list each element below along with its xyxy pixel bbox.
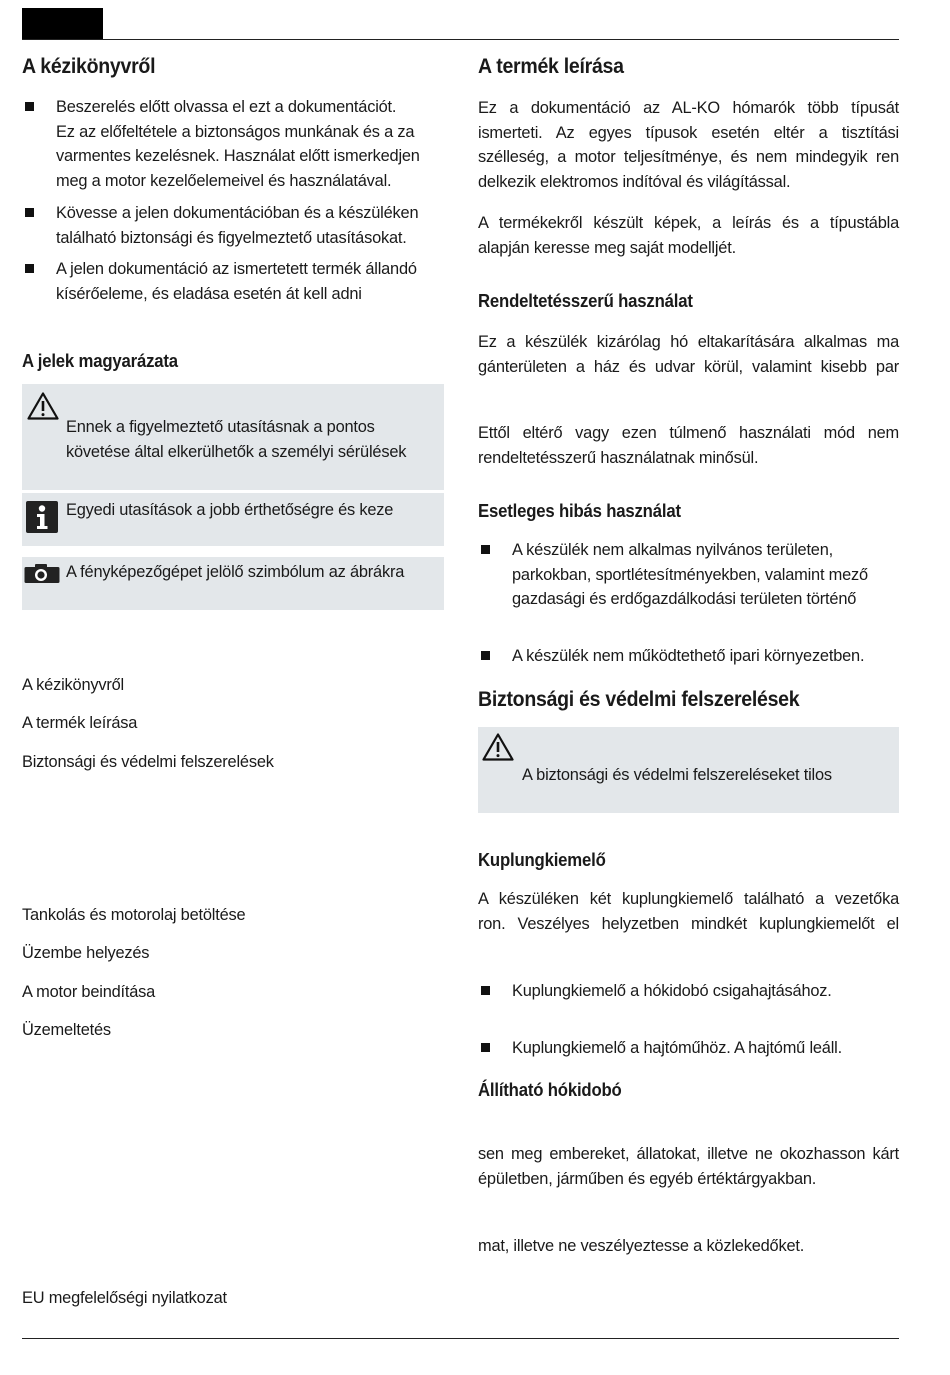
square-bullet-icon [25, 102, 34, 111]
list-item-line: Ez az előfeltétele a biztonságos munkának és a za [56, 122, 415, 141]
paragraph-line: sen meg embereket, állatokat, illetve ne okozhasson kárt [478, 1145, 899, 1163]
paragraph-line: alapján keresse meg saját modelljét. [478, 238, 736, 257]
list-item [512, 538, 868, 612]
square-bullet-icon [481, 1043, 490, 1052]
toc-item-commissioning[interactable]: Üzembe helyezés [22, 944, 150, 962]
toc-item-product[interactable]: A termék leírása [22, 714, 138, 732]
warning-triangle-icon [27, 392, 59, 420]
toc-item-safety[interactable]: Biztonsági és védelmi felszerelések [22, 753, 274, 771]
paragraph-line: mat, illetve ne veszélyeztesse a közlekedőket. [478, 1237, 805, 1255]
heading-misuse: Esetleges hibás használat [478, 501, 681, 521]
list-item [56, 95, 420, 193]
list-item-line: meg a motor kezelőelemeivel és használatával. [56, 171, 392, 190]
heading-product: A termék leírása [478, 55, 624, 78]
list-item-line: Kövesse a jelen dokumentációban és a készüléken [56, 204, 419, 222]
heading-symbols: A jelek magyarázata [22, 351, 178, 371]
camera-text-line: A fényképezőgépet jelölő szimbólum az ábrákra [66, 563, 405, 581]
camera-icon [24, 563, 60, 583]
list-item [56, 201, 418, 250]
paragraph-line: A készüléken két kuplungkiemelő található a vezetőka [478, 890, 899, 908]
square-bullet-icon [25, 264, 34, 273]
square-bullet-icon [481, 651, 490, 660]
paragraph-line: Ez a készülék kizárólag hó eltakarítására alkalmas ma [478, 333, 899, 351]
product-paragraph-1 [478, 96, 899, 194]
top-rule [22, 39, 899, 40]
toc-item-manual[interactable]: A kézikönyvről [22, 676, 124, 694]
list-item-line: Beszerelés előtt olvassa el ezt a dokumentációt. [56, 98, 397, 116]
list-item-line: parkokban, sportlétesítményekben, valamint mező [512, 565, 868, 584]
paragraph-line: delkezik elektromos indítóval és világítással. [478, 172, 791, 191]
square-bullet-icon [25, 208, 34, 217]
info-text-line: Egyedi utasítások a jobb érthetőségre és keze [66, 501, 394, 519]
warning-box [22, 384, 444, 490]
list-item-line: kísérőeleme, és eladása esetén át kell adni [56, 284, 362, 303]
paragraph-line: épületben, járműben és egyéb értéktárgyakban. [478, 1169, 817, 1188]
warning-triangle-icon [482, 733, 514, 761]
paragraph-line: ismerteti. Az egyes típusok esetén eltér a tisztítási [478, 123, 899, 142]
list-item-line: A készülék nem alkalmas nyilvános területen, [512, 541, 833, 559]
heading-intended-use: Rendeltetésszerű használat [478, 291, 693, 311]
paragraph-line: Ez a dokumentáció az AL-KO hómarók több típusát [478, 99, 899, 117]
paragraph-line: Ettől eltérő vagy ezen túlmenő használati mód nem [478, 424, 899, 442]
heading-adjustable-chute: Állítható hókidobó [478, 1080, 622, 1100]
clutch-paragraph [478, 887, 899, 936]
chute-paragraph-2 [478, 1234, 899, 1259]
square-bullet-icon [481, 986, 490, 995]
info-icon [26, 501, 58, 533]
list-item: Kuplungkiemelő a hókidobó csigahajtásához. [512, 982, 832, 1000]
camera-box [22, 557, 444, 610]
list-item: A készülék nem működtethető ipari környezetben. [512, 647, 865, 665]
list-item [56, 257, 417, 306]
list-item-line: gazdasági és erdőgazdálkodási területen történő [512, 590, 857, 608]
warning-text-line: Ennek a figyelmeztető utasításnak a pontos [66, 418, 375, 436]
toc-item-eu-declaration[interactable]: EU megfelelőségi nyilatkozat [22, 1289, 227, 1307]
toc-item-operation[interactable]: Üzemeltetés [22, 1021, 111, 1039]
square-bullet-icon [481, 545, 490, 554]
page-header-tab [22, 8, 103, 39]
heading-clutch: Kuplungkiemelő [478, 850, 606, 870]
info-box [22, 493, 444, 546]
paragraph-line: gánterületen a ház és udvar körül, valamint kisebb par [478, 357, 899, 376]
paragraph-line: rendeltetésszerű használatnak minősül. [478, 448, 759, 467]
warning-text-line: követése által elkerülhetők a személyi sérülések [66, 442, 407, 461]
chute-paragraph-1 [478, 1142, 899, 1191]
toc-item-fueling[interactable]: Tankolás és motorolaj betöltése [22, 906, 246, 924]
paragraph-line: A termékekről készült képek, a leírás és a típustábla [478, 214, 899, 232]
camera-text [66, 560, 404, 585]
safety-warning-box [478, 727, 899, 813]
safety-warning-text: A biztonsági és védelmi felszereléseket tilos [522, 766, 832, 784]
heading-manual: A kézikönyvről [22, 55, 156, 78]
intended-paragraph-1 [478, 330, 899, 379]
paragraph-line: szélleség, a motor teljesítménye, és nem mindegyik ren [478, 148, 899, 166]
list-item-line: található biztonsági és figyelmeztető utasításokat. [56, 228, 407, 247]
list-item-line: A jelen dokumentáció az ismertetett termék állandó [56, 260, 417, 278]
list-item: Kuplungkiemelő a hajtóműhöz. A hajtómű leáll. [512, 1039, 842, 1057]
intended-paragraph-2 [478, 421, 899, 470]
heading-safety-equipment: Biztonsági és védelmi felszerelések [478, 688, 800, 711]
bottom-rule [22, 1338, 899, 1339]
info-text [66, 498, 393, 523]
toc-item-engine-start[interactable]: A motor beindítása [22, 983, 156, 1001]
paragraph-line: ron. Veszélyes helyzetben mindkét kuplungkiemelőt el [478, 914, 899, 933]
list-item-line: varmentes kezelésnek. Használat előtt ismerkedjen [56, 147, 420, 165]
warning-text [66, 415, 406, 464]
product-paragraph-2 [478, 211, 899, 260]
